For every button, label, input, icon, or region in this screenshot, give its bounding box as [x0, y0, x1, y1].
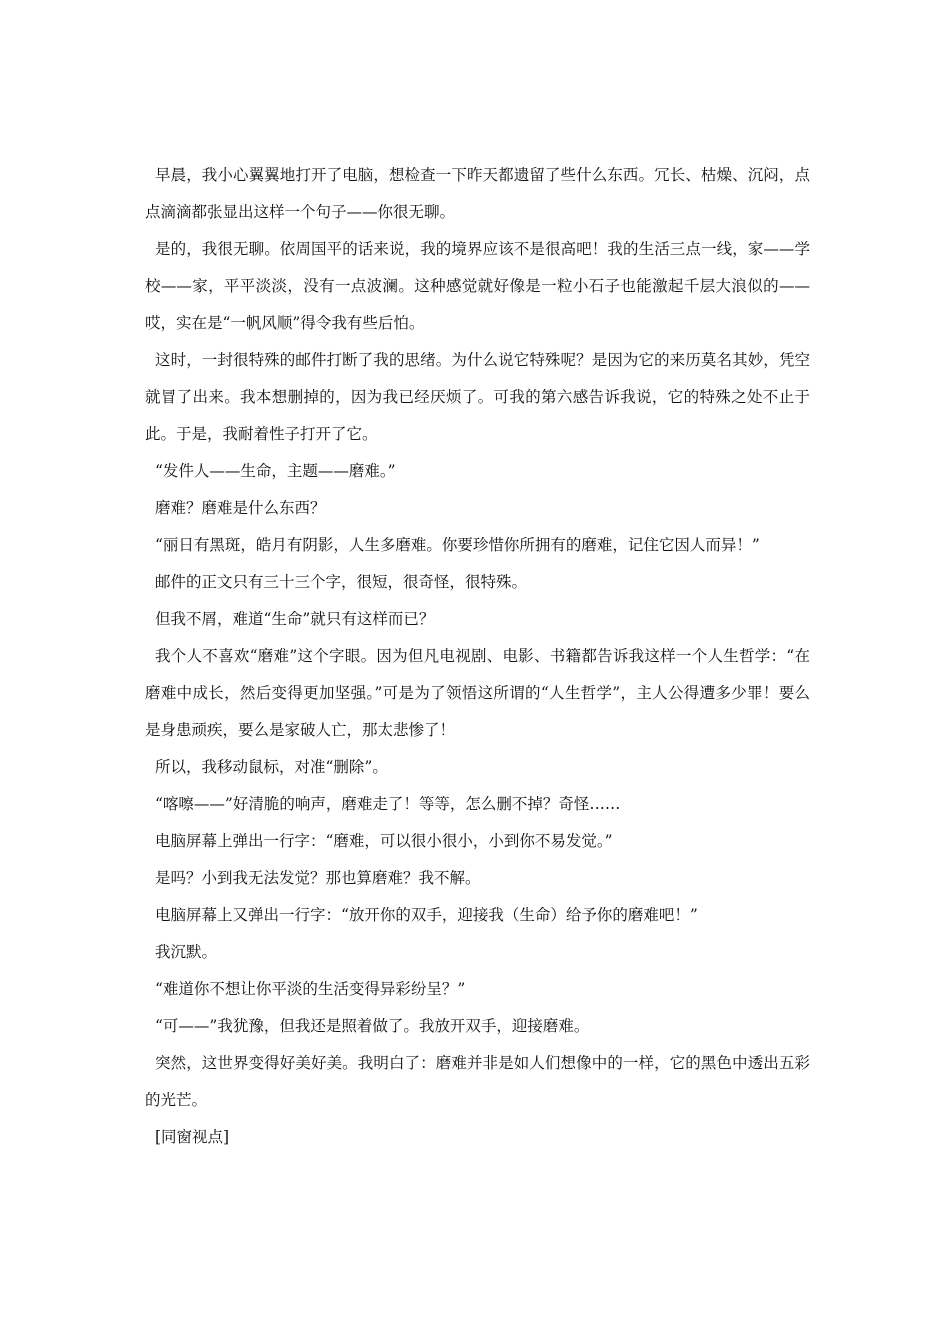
- paragraph-11: “喀嚓——”好清脆的响声，磨难走了！等等，怎么删不掉？奇怪……: [155, 795, 621, 813]
- paragraph-6: “丽日有黑斑，皓月有阴影，人生多磨难。你要珍惜你所拥有的磨难，记住它因人而异！”: [155, 536, 760, 554]
- paragraph-14: 电脑屏幕上又弹出一行字：“放开你的双手，迎接我（生命）给予你的磨难吧！”: [155, 906, 698, 924]
- paragraph-1: 早晨，我小心翼翼地打开了电脑，想检查一下昨天都遗留了些什么东西。冗长、枯燥、沉闷，点点滴滴都张显出这样一个句子——你很无聊。: [145, 166, 810, 221]
- paragraph-8: 但我不屑，难道“生命”就只有这样而已？: [155, 610, 435, 628]
- paragraph-17: “可——”我犹豫，但我还是照着做了。我放开双手，迎接磨难。: [155, 1017, 590, 1035]
- section-tag: [同窗视点]: [155, 1128, 230, 1146]
- paragraph-2: 是的，我很无聊。依周国平的话来说，我的境界应该不是很高吧！我的生活三点一线，家——学校——家，平平淡淡，没有一点波澜。这种感觉就好像是一粒小石子也能激起千层大浪似的——哎，实在是“一帆风顺”得令我有些后怕。: [145, 240, 810, 332]
- paragraph-7: 邮件的正文只有三十三个字，很短，很奇怪，很特殊。: [155, 573, 528, 591]
- paragraph-4: “发件人——生命，主题——磨难。”: [155, 462, 396, 480]
- paragraph-12: 电脑屏幕上弹出一行字：“磨难，可以很小很小，小到你不易发觉。”: [155, 832, 613, 850]
- paragraph-15: 我沉默。: [155, 943, 218, 961]
- essay-body: [145, 157, 810, 1156]
- paragraph-18: 突然，这世界变得好美好美。我明白了：磨难并非是如人们想像中的一样，它的黑色中透出五彩的光芒。: [145, 1054, 810, 1109]
- paragraph-9: 我个人不喜欢“磨难”这个字眼。因为但凡电视剧、电影、书籍都告诉我这样一个人生哲学：“在磨难中成长，然后变得更加坚强。”可是为了领悟这所谓的“人生哲学”，主人公得遭多少罪！要么是身患顽疾，要么是家破人亡，那太悲惨了！: [145, 647, 810, 739]
- paragraph-13: 是吗？小到我无法发觉？那也算磨难？我不解。: [155, 869, 481, 887]
- paragraph-5: 磨难？磨难是什么东西？: [155, 499, 326, 517]
- paragraph-3: 这时，一封很特殊的邮件打断了我的思绪。为什么说它特殊呢？是因为它的来历莫名其妙，凭空就冒了出来。我本想删掉的，因为我已经厌烦了。可我的第六感告诉我说，它的特殊之处不止于此。于是，我耐着性子打开了它。: [145, 351, 810, 443]
- paragraph-16: “难道你不想让你平淡的生活变得异彩纷呈？”: [155, 980, 466, 998]
- paragraph-10: 所以，我移动鼠标，对准“删除”。: [155, 758, 388, 776]
